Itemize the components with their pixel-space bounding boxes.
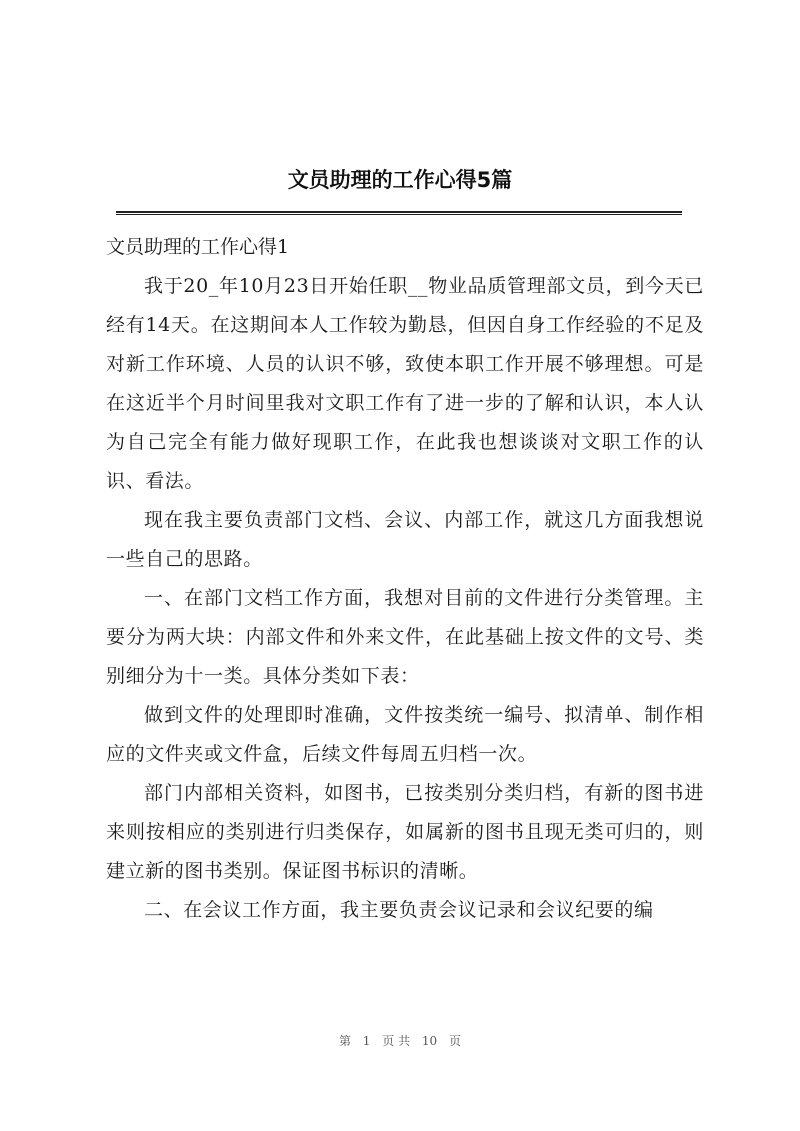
paragraph-6: 二、在会议工作方面，我主要负责会议记录和会议纪要的编 xyxy=(144,899,654,921)
page-prefix: 第 xyxy=(338,1034,351,1048)
paragraph-3: 一、在部门文档工作方面，我想对目前的文件进行分类管理。主要分为两大块：内部文件和外来文件，在此基础上按文件的文号、类别细分为十一类。具体分类如下表： xyxy=(106,587,704,687)
page-number: 1 xyxy=(362,1034,371,1048)
paragraph-1: 我于20_年10月23日开始任职__物业品质管理部文员，到今天已经有14天。在这期间本人工作较为勤恳，但因自身工作经验的不足及对新工作环境、人员的认识不够，致使本职工作开展不够理想。可是在这近半个月时间里我对文职工作有了进一步的了解和认识，本人认为自己完全有能力做好现职工作，在此我也想谈谈对文职工作的认识、看法。 xyxy=(106,275,704,492)
document-title: 文员助理的工作心得5篇 xyxy=(287,168,513,192)
page-suffix: 页 xyxy=(449,1034,462,1048)
paragraph-5: 部门内部相关资料，如图书，已按类别分类归档，有新的图书进来则按相应的类别进行归类保存，如属新的图书且现无类可归的，则建立新的图书类别。保证图书标识的清晰。 xyxy=(106,782,704,882)
section-heading: 文员助理的工作心得1 xyxy=(106,236,290,258)
paragraph-4: 做到文件的处理即时准确，文件按类统一编号、拟清单、制作相应的文件夹或文件盒，后续文件每周五归档一次。 xyxy=(106,704,704,765)
paragraph-2: 现在我主要负责部门文档、会议、内部工作，就这几方面我想说一些自己的思路。 xyxy=(106,509,704,570)
title-divider xyxy=(116,211,682,215)
page-total: 10 xyxy=(421,1034,438,1048)
page-mid: 页 共 xyxy=(382,1034,411,1048)
page-footer xyxy=(0,1032,800,1049)
document-body xyxy=(106,227,704,930)
